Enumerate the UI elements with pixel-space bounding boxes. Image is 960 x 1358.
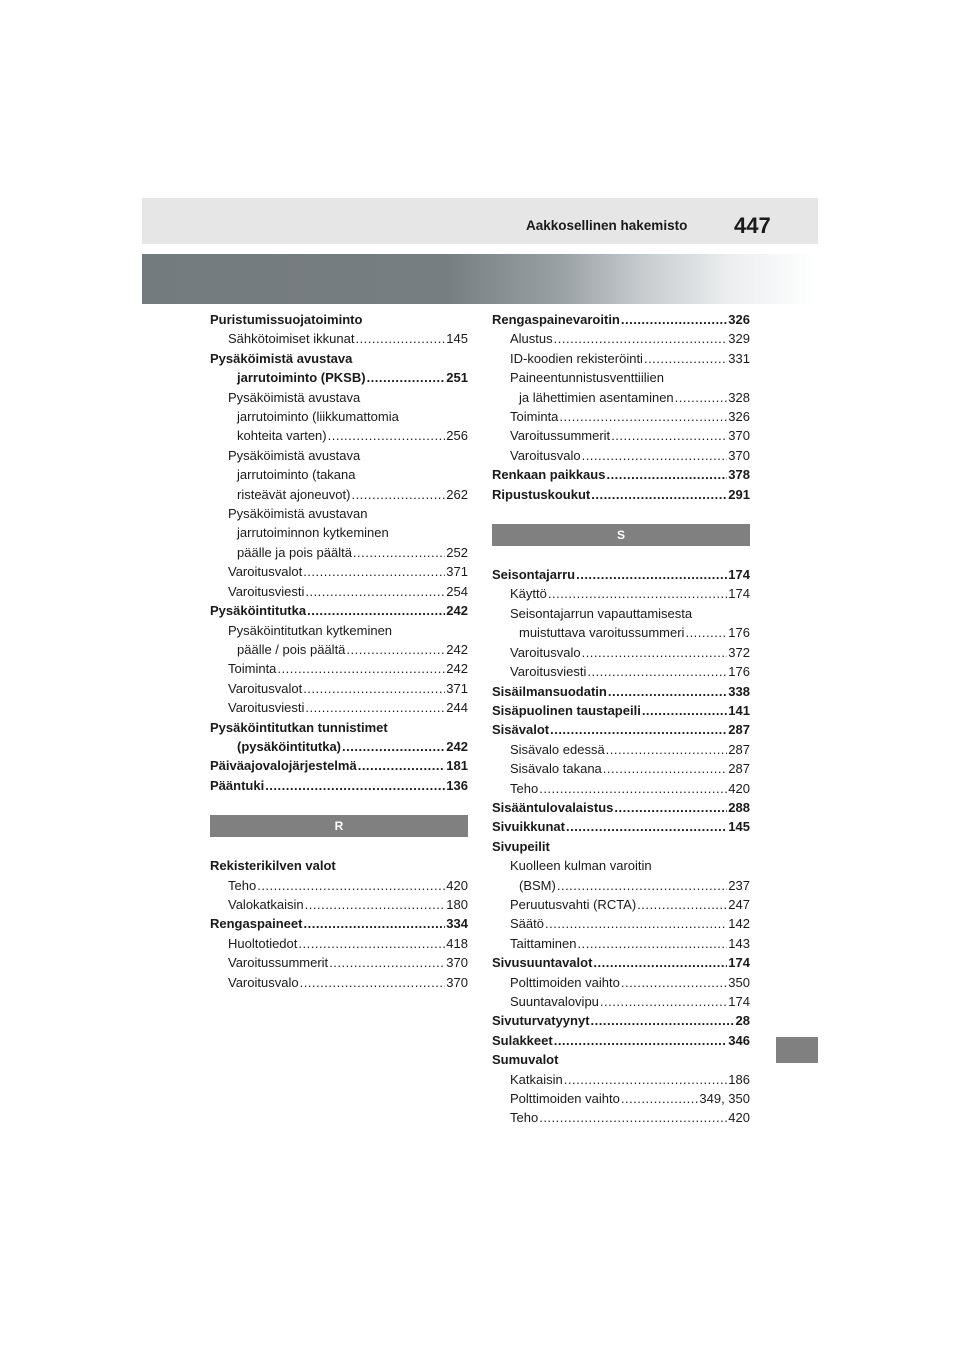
page-reference: 328 <box>728 389 750 405</box>
index-term: Paineentunnistusventtiilien <box>510 370 664 386</box>
dot-leader <box>606 740 728 759</box>
page-reference: 237 <box>728 877 750 893</box>
index-term: Teho <box>510 780 539 796</box>
dot-leader <box>355 329 445 348</box>
page-reference: 262 <box>446 486 468 502</box>
page-reference: 370 <box>446 955 468 971</box>
index-entry <box>210 776 468 795</box>
page-reference: 174 <box>728 994 750 1009</box>
index-entry <box>492 485 750 504</box>
dot-leader <box>582 446 728 465</box>
index-term: Polttimoiden vaihto <box>510 974 620 990</box>
page-reference: 247 <box>728 896 750 912</box>
page-reference: 288 <box>728 799 750 815</box>
index-term: Sisääntulovalaistus <box>492 799 614 815</box>
index-entry <box>492 817 750 836</box>
index-term: Taittaminen <box>510 935 577 951</box>
dot-leader <box>564 1070 728 1089</box>
dot-leader <box>307 601 445 620</box>
index-subentry <box>210 621 468 640</box>
page-reference: 242 <box>446 738 468 754</box>
index-entry <box>210 756 468 775</box>
dot-leader <box>642 701 727 720</box>
index-term: Teho <box>510 1110 539 1126</box>
header-gradient-band <box>142 254 818 304</box>
index-subentry <box>210 934 468 953</box>
index-term: Rengaspaineet <box>210 916 303 932</box>
dot-leader <box>550 720 727 739</box>
page-reference: 251 <box>446 370 468 386</box>
index-subentry <box>492 426 750 445</box>
index-term: Päiväajovalojärjestelmä <box>210 758 357 774</box>
page-reference: 420 <box>728 1110 750 1126</box>
index-subentry <box>492 895 750 914</box>
page-reference: 346 <box>728 1032 750 1048</box>
index-term: Polttimoiden vaihto <box>510 1091 620 1107</box>
page-reference: 136 <box>446 777 468 793</box>
index-entry <box>492 1050 750 1069</box>
index-column-left <box>210 310 468 992</box>
dot-leader <box>548 584 727 603</box>
page-reference: 242 <box>446 603 468 619</box>
page-reference: 176 <box>728 664 750 680</box>
index-term: Rekisterikilven valot <box>210 858 336 874</box>
index-entry <box>210 349 468 368</box>
index-term: Varoitusvalo <box>510 447 581 463</box>
index-term: Suuntavalovipu <box>510 994 599 1009</box>
index-subentry <box>210 329 468 348</box>
index-term: Rengaspainevaroitin <box>492 312 620 327</box>
page-reference: 418 <box>446 935 468 951</box>
index-subentry <box>492 992 750 1011</box>
page-reference: 350 <box>728 974 750 990</box>
dot-leader <box>257 876 445 895</box>
dot-leader <box>591 485 727 504</box>
index-entry <box>210 601 468 620</box>
index-entry <box>492 953 750 972</box>
dot-leader <box>611 426 727 445</box>
dot-leader <box>265 776 445 795</box>
section-title: Aakkosellinen hakemisto <box>526 218 688 233</box>
dot-leader <box>566 817 727 836</box>
page-reference: 371 <box>446 564 468 580</box>
page-reference: 349, 350 <box>699 1091 750 1107</box>
index-term: Varoitusviesti <box>228 583 305 599</box>
index-subentry <box>492 1089 750 1108</box>
index-subentry <box>210 640 468 659</box>
dot-leader <box>554 1031 728 1050</box>
index-subentry <box>492 388 750 407</box>
index-subentry <box>492 914 750 933</box>
header-bar <box>142 198 818 244</box>
index-entry <box>210 914 468 933</box>
index-term: Sumuvalot <box>492 1052 559 1068</box>
index-subentry <box>210 973 468 992</box>
dot-leader <box>614 798 727 817</box>
index-term: Pysäköimistä avustava <box>228 447 361 463</box>
page-reference: 181 <box>446 758 468 774</box>
dot-leader <box>545 914 727 933</box>
index-term: Pysäköintitutka <box>210 603 307 619</box>
index-subentry <box>210 465 468 484</box>
dot-leader <box>353 543 445 562</box>
index-entry <box>210 856 468 875</box>
dot-leader <box>329 953 445 972</box>
index-term: Katkaisin <box>510 1071 563 1087</box>
index-subentry <box>492 973 750 992</box>
index-term: Ripustuskoukut <box>492 486 591 502</box>
index-term: jarrutoiminto (liikkumattomia <box>237 409 399 425</box>
index-term: Varoitusviesti <box>228 700 305 716</box>
index-subentry <box>210 368 468 387</box>
dot-leader <box>305 582 445 601</box>
dot-leader <box>621 973 727 992</box>
index-subentry <box>210 582 468 601</box>
page-reference: 174 <box>728 567 750 583</box>
dot-leader <box>606 465 727 484</box>
index-term: Varoitusviesti <box>510 664 587 680</box>
index-subentry <box>492 623 750 642</box>
dot-leader <box>305 698 445 717</box>
page-reference: 287 <box>728 741 750 757</box>
dot-leader <box>303 679 445 698</box>
index-term: Sisäpuolinen taustapeili <box>492 702 641 718</box>
index-term: päälle / pois päältä <box>237 641 346 657</box>
page-reference: 141 <box>728 702 750 718</box>
page-reference: 252 <box>446 544 468 560</box>
page-reference: 334 <box>446 916 468 932</box>
index-entry <box>210 310 468 329</box>
index-subentry <box>492 759 750 778</box>
page-reference: 287 <box>728 722 750 738</box>
page-reference: 370 <box>446 974 468 990</box>
page-reference: 174 <box>728 955 750 971</box>
dot-leader <box>303 914 445 933</box>
dot-leader <box>621 310 727 329</box>
index-entry <box>492 682 750 701</box>
index-subentry <box>210 388 468 407</box>
index-entry <box>492 837 750 856</box>
dot-leader <box>587 662 727 681</box>
page-reference: 180 <box>446 896 468 912</box>
dot-leader <box>591 1011 735 1030</box>
index-entry <box>492 465 750 484</box>
index-term: Pääntuki <box>210 777 265 793</box>
dot-leader <box>559 407 727 426</box>
index-entry <box>492 701 750 720</box>
index-subentry <box>492 1070 750 1089</box>
index-term: Huoltotiedot <box>228 935 298 951</box>
index-subentry <box>210 504 468 523</box>
page-reference: 242 <box>446 661 468 677</box>
index-subentry <box>492 1108 750 1127</box>
dot-leader <box>675 388 728 407</box>
dot-leader <box>367 368 446 387</box>
page-reference: 371 <box>446 680 468 696</box>
index-entry <box>492 1031 750 1050</box>
index-term: Säätö <box>510 916 544 932</box>
index-subentry <box>492 779 750 798</box>
index-subentry <box>492 604 750 623</box>
index-subentry <box>492 407 750 426</box>
dot-leader <box>539 1108 727 1127</box>
index-term: Sivupeilit <box>492 838 550 854</box>
index-term: Sisävalot <box>492 722 550 738</box>
index-subentry <box>210 543 468 562</box>
index-subentry <box>210 523 468 542</box>
index-subentry <box>492 446 750 465</box>
chapter-side-tab <box>776 1037 818 1063</box>
page-reference: 287 <box>728 761 750 777</box>
index-subentry <box>492 856 750 875</box>
index-term: Kuolleen kulman varoitin <box>510 858 652 874</box>
page-reference: 420 <box>446 877 468 893</box>
index-subentry <box>492 934 750 953</box>
dot-leader <box>557 876 727 895</box>
index-column-right <box>492 310 750 1128</box>
index-term: Varoitusvalo <box>510 644 581 660</box>
index-term: Varoitusvalo <box>228 974 299 990</box>
index-subentry <box>210 698 468 717</box>
index-subentry <box>492 643 750 662</box>
index-entry <box>492 720 750 739</box>
dot-leader <box>644 349 727 368</box>
dot-leader <box>539 779 727 798</box>
index-term: Varoitusvalot <box>228 680 303 696</box>
dot-leader <box>685 623 727 642</box>
page-reference: 242 <box>446 641 468 657</box>
index-term: Pysäköimistä avustava <box>210 350 353 366</box>
index-term: Sivusuuntavalot <box>492 955 593 971</box>
index-term: Käyttö <box>510 586 547 602</box>
index-term: Sisäilmansuodatin <box>492 683 607 699</box>
page-reference: 145 <box>728 819 750 835</box>
index-entry <box>492 798 750 817</box>
dot-leader <box>305 895 446 914</box>
dot-leader <box>358 756 446 775</box>
index-term: Varoitussummerit <box>228 955 329 971</box>
index-term: Sivuikkunat <box>492 819 565 835</box>
index-subentry <box>210 446 468 465</box>
index-subentry <box>492 740 750 759</box>
index-subentry <box>492 876 750 895</box>
page-reference: 338 <box>728 683 750 699</box>
index-entry <box>492 1011 750 1030</box>
index-term: Renkaan paikkaus <box>492 467 606 483</box>
page-reference: 378 <box>728 467 750 483</box>
index-term: (BSM) <box>519 877 556 893</box>
index-term: Toiminta <box>510 409 559 425</box>
dot-leader <box>328 426 446 445</box>
index-subentry <box>492 662 750 681</box>
index-term: Sähkötoimiset ikkunat <box>228 331 355 347</box>
index-term: kohteita varten) <box>237 428 327 444</box>
index-subentry <box>210 485 468 504</box>
dot-leader <box>346 640 445 659</box>
index-term: ja lähettimien asentaminen <box>519 389 674 405</box>
index-term: risteävät ajoneuvot) <box>237 486 351 502</box>
index-subentry <box>210 876 468 895</box>
index-term: (pysäköintitutka) <box>237 738 342 754</box>
index-term: Sivuturvatyynyt <box>492 1013 590 1029</box>
dot-leader <box>600 992 727 1011</box>
dot-leader <box>582 643 728 662</box>
index-term: Pysäköintitutkan kytkeminen <box>228 622 393 638</box>
page-reference: 372 <box>728 644 750 660</box>
index-term: jarrutoiminto (takana <box>237 467 356 483</box>
index-term: Varoitussummerit <box>510 428 611 444</box>
dot-leader <box>637 895 727 914</box>
index-term: Pysäköimistä avustava <box>228 389 361 405</box>
dot-leader <box>554 329 728 348</box>
index-term: Varoitusvalot <box>228 564 303 580</box>
dot-leader <box>608 682 727 701</box>
index-subentry <box>492 584 750 603</box>
page-reference: 331 <box>728 350 750 366</box>
page-reference: 174 <box>728 586 750 602</box>
index-subentry <box>210 953 468 972</box>
index-subentry <box>210 737 468 756</box>
page-reference: 142 <box>728 916 750 932</box>
index-term: Sisävalo takana <box>510 761 602 777</box>
page-reference: 326 <box>728 312 750 327</box>
index-term: Sisävalo edessä <box>510 741 605 757</box>
index-term: Puristumissuojatoiminto <box>210 312 363 327</box>
dot-leader <box>298 934 445 953</box>
page-reference: 145 <box>446 331 468 347</box>
index-subentry <box>210 659 468 678</box>
page-reference: 420 <box>728 780 750 796</box>
index-term: Seisontajarrun vapauttamisesta <box>510 605 693 621</box>
dot-leader <box>342 737 445 756</box>
index-subentry <box>210 562 468 581</box>
section-letter-header: R <box>210 815 468 837</box>
page-reference: 370 <box>728 447 750 463</box>
dot-leader <box>577 934 727 953</box>
index-term: Seisontajarru <box>492 567 576 583</box>
dot-leader <box>593 953 727 972</box>
page-reference: 186 <box>728 1071 750 1087</box>
index-term: päälle ja pois päältä <box>237 544 352 560</box>
index-term: Pysäköimistä avustavan <box>228 506 368 522</box>
dot-leader <box>351 485 445 504</box>
index-term: Peruutusvahti (RCTA) <box>510 896 637 912</box>
page-reference: 143 <box>728 935 750 951</box>
page-reference: 244 <box>446 700 468 716</box>
index-term: Valokatkaisin <box>228 896 304 912</box>
dot-leader <box>277 659 445 678</box>
dot-leader <box>603 759 728 778</box>
index-term: jarrutoiminto (PKSB) <box>237 370 366 386</box>
index-entry <box>492 310 750 329</box>
page-reference: 370 <box>728 428 750 444</box>
index-term: ID-koodien rekisteröinti <box>510 350 643 366</box>
index-subentry <box>210 407 468 426</box>
index-subentry <box>492 368 750 387</box>
index-entry <box>492 565 750 584</box>
index-term: jarrutoiminnon kytkeminen <box>237 525 389 541</box>
page-reference: 176 <box>728 625 750 641</box>
page-reference: 28 <box>735 1013 750 1029</box>
index-subentry <box>210 679 468 698</box>
index-term: muistuttava varoitussummeri <box>519 625 685 641</box>
index-subentry <box>492 329 750 348</box>
page-reference: 291 <box>728 486 750 502</box>
page-reference: 256 <box>446 428 468 444</box>
page-reference: 326 <box>728 409 750 425</box>
dot-leader <box>576 565 727 584</box>
section-letter-header: S <box>492 524 750 546</box>
index-subentry <box>210 895 468 914</box>
dot-leader <box>300 973 446 992</box>
index-term: Teho <box>228 877 257 893</box>
page-number: 447 <box>734 213 771 238</box>
index-term: Alustus <box>510 331 553 347</box>
index-subentry <box>210 426 468 445</box>
index-subentry <box>492 349 750 368</box>
dot-leader <box>303 562 445 581</box>
index-term: Toiminta <box>228 661 277 677</box>
page-reference: 329 <box>728 331 750 347</box>
page-reference: 254 <box>446 583 468 599</box>
index-entry <box>210 718 468 737</box>
index-term: Pysäköintitutkan tunnistimet <box>210 719 388 735</box>
dot-leader <box>621 1089 699 1108</box>
index-term: Sulakkeet <box>492 1032 553 1048</box>
